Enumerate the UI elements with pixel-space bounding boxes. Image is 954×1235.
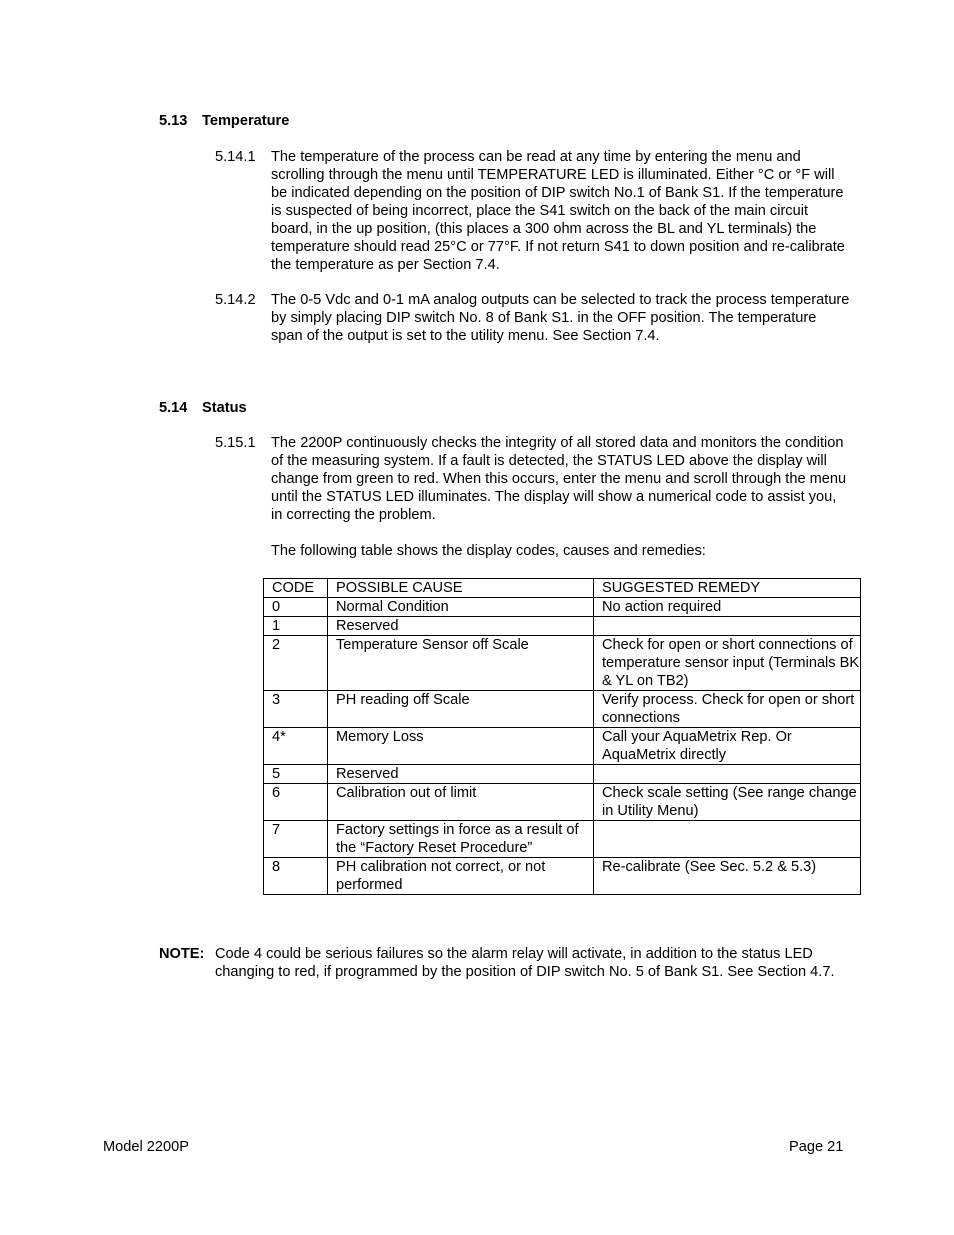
- cell-remedy: Verify process. Check for open or short connections: [594, 691, 861, 728]
- cell-cause: Reserved: [328, 617, 594, 636]
- cell-remedy: Call your AquaMetrix Rep. Or AquaMetrix directly: [594, 728, 861, 765]
- cell-cause: Memory Loss: [328, 728, 594, 765]
- cell-remedy: [594, 765, 861, 784]
- table-row: [264, 598, 861, 617]
- paragraph-number: 5.14.1: [215, 149, 256, 165]
- section-number: 5.14: [159, 400, 188, 416]
- table-row: [264, 858, 861, 895]
- note-label: NOTE:: [159, 946, 205, 962]
- cell-code: 1: [264, 617, 328, 636]
- section-number: 5.13: [159, 113, 188, 129]
- cell-cause: Normal Condition: [328, 598, 594, 617]
- cell-remedy: Check for open or short connections of temperature sensor input (Terminals BK & YL on TB2): [594, 636, 861, 691]
- table-intro: The following table shows the display codes, causes and remedies:: [271, 543, 706, 559]
- note-text: Code 4 could be serious failures so the alarm relay will activate, in addition to the status LED changing to red, if programmed by the position of DIP switch No. 5 of Bank S1. See Section 4.7.: [215, 946, 835, 980]
- cell-cause: Factory settings in force as a result of the “Factory Reset Procedure”: [328, 821, 594, 858]
- header-code: CODE: [264, 579, 328, 598]
- cell-code: 2: [264, 636, 328, 691]
- paragraph-text: The 0-5 Vdc and 0-1 mA analog outputs can be selected to track the process temperature by simply placing DIP switch No. 8 of Bank S1. in the OFF position. The temperature span of the output is set to the utility menu. See Section 7.4.: [271, 292, 850, 344]
- cell-cause: PH calibration not correct, or not performed: [328, 858, 594, 895]
- footer-page-number: Page 21: [789, 1139, 844, 1155]
- header-suggested-remedy: SUGGESTED REMEDY: [594, 579, 861, 598]
- table-row: [264, 784, 861, 821]
- cell-code: 8: [264, 858, 328, 895]
- table-row: [264, 728, 861, 765]
- cell-code: 6: [264, 784, 328, 821]
- cell-code: 3: [264, 691, 328, 728]
- paragraph-text: The 2200P continuously checks the integrity of all stored data and monitors the condition of the measuring system. If a fault is detected, the STATUS LED above the display will change from green to red. When this occurs, enter the menu and scroll through the menu until the STATUS LED illuminates. The display will show a numerical code to assist you, in correcting the problem.: [271, 435, 847, 523]
- table-row: [264, 617, 861, 636]
- cell-code: 4*: [264, 728, 328, 765]
- footer-model: Model 2200P: [103, 1139, 190, 1155]
- cell-code: 0: [264, 598, 328, 617]
- cell-remedy: Re-calibrate (See Sec. 5.2 & 5.3): [594, 858, 861, 895]
- cell-remedy: Check scale setting (See range change in Utility Menu): [594, 784, 861, 821]
- cell-cause: Temperature Sensor off Scale: [328, 636, 594, 691]
- cell-remedy: [594, 821, 861, 858]
- table-header-row: [264, 579, 861, 598]
- table-row: [264, 691, 861, 728]
- table-row: [264, 821, 861, 858]
- status-code-table: [263, 578, 861, 895]
- section-heading-status: [159, 399, 247, 417]
- cell-code: 7: [264, 821, 328, 858]
- section-title: Temperature: [202, 113, 290, 129]
- cell-remedy: No action required: [594, 598, 861, 617]
- cell-remedy: [594, 617, 861, 636]
- cell-cause: Calibration out of limit: [328, 784, 594, 821]
- section-heading-temperature: [159, 112, 289, 130]
- section-title: Status: [202, 400, 247, 416]
- paragraph-text: The temperature of the process can be read at any time by entering the menu and scrolling through the menu until TEMPERATURE LED is illuminated. Either °C or °F will be indicated depending on the position of DIP switch No.1 of Bank S1. If the temperature is suspected of being incorrect, place the S41 switch on the back of the main circuit board, in the up position, (this places a 300 ohm across the BL and YL terminals) the temperature should read 25°C or 77°F. If not return S41 to down position and re-calibrate the temperature as per Section 7.4.: [271, 149, 845, 273]
- cell-code: 5: [264, 765, 328, 784]
- paragraph-number: 5.14.2: [215, 292, 256, 308]
- cell-cause: PH reading off Scale: [328, 691, 594, 728]
- header-possible-cause: POSSIBLE CAUSE: [328, 579, 594, 598]
- paragraph-number: 5.15.1: [215, 435, 256, 451]
- table-row: [264, 636, 861, 691]
- table-row: [264, 765, 861, 784]
- cell-cause: Reserved: [328, 765, 594, 784]
